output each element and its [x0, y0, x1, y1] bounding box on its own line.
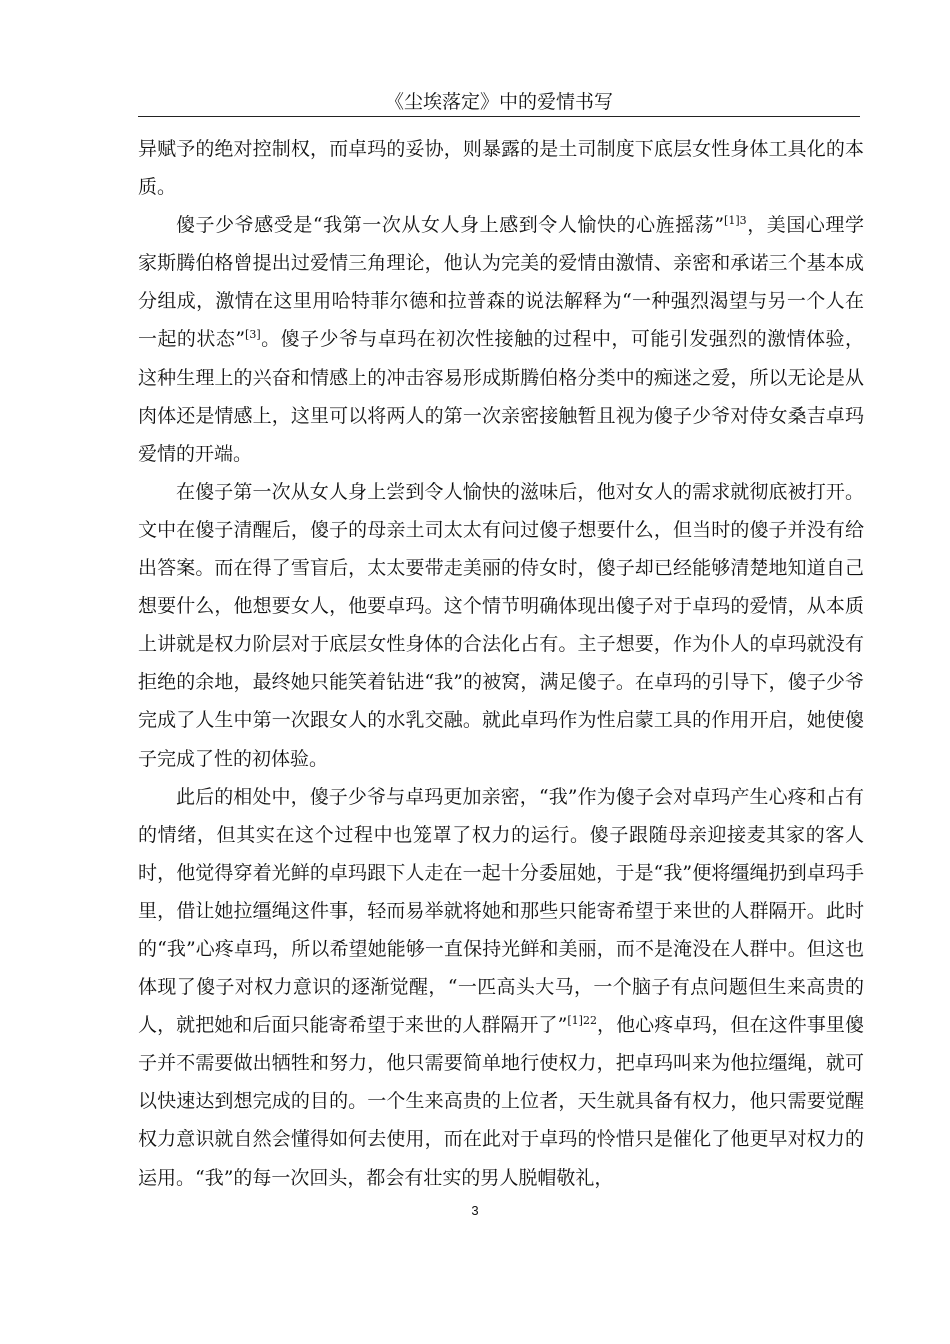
paragraph: [138, 206, 864, 473]
footnote-ref: [1]22: [567, 1014, 597, 1028]
footnote-ref: [1]3: [724, 214, 747, 228]
running-header-title: 《尘埃落定》中的爱情书写: [384, 91, 613, 113]
text-segment: ，他心疼卓玛，但在这件事里傻子并不需要做出牺牲和努力，他只需要简单地行使权力，把卓玛叫来为他拉缰绳，就可以快速达到想完成的目的。一个生来高贵的上位者，天生就具备有权力，他只需要觉醒权力意识就自然会懂得如何去使用，而在此对于卓玛的怜惜只是催化了他更早对权力的运用。“我”的每一次回头，都会有壮实的男人脱帽敬礼，: [138, 1014, 864, 1189]
text-segment: 。傻子少爷与卓玛在初次性接触的过程中，可能引发强烈的激情体验，这种生理上的兴奋和情感上的冲击容易形成斯腾伯格分类中的痴迷之爱，所以无论是从肉体还是情感上，这里可以将两人的第一次亲密接触暂且视为傻子少爷对侍女桑吉卓玛爱情的开端。: [138, 328, 864, 465]
footnote-ref: [3]: [245, 328, 261, 342]
text-segment: 在傻子第一次从女人身上尝到令人愉快的滋味后，他对女人的需求就彻底被打开。文中在傻子清醒后，傻子的母亲土司太太有问过傻子想要什么，但当时的傻子并没有给出答案。而在得了雪盲后，太太要带走美丽的侍女时，傻子却已经能够清楚地知道自己想要什么，他想要女人，他要卓玛。这个情节明确体现出傻子对于卓玛的爱情，从本质上讲就是权力阶层对于底层女性身体的合法化占有。主子想要，作为仆人的卓玛就没有拒绝的余地，最终她只能笑着钻进“我”的被窝，满足傻子。在卓玛的引导下，傻子少爷完成了人生中第一次跟女人的水乳交融。就此卓玛作为性启蒙工具的作用开启，她使傻子完成了性的初体验。: [138, 480, 864, 770]
page-number: 3: [471, 1203, 479, 1218]
text-segment: ，美国心理学家斯腾伯格曾提出过爱情三角理论，他认为完美的爱情由激情、亲密和承诺三个基本成分组成，激情在这里用哈特菲尔德和拉普森的说法解释为“一种强烈渴望与另一个人在一起的状态”: [138, 214, 864, 351]
text-segment: 异赋予的绝对控制权，而卓玛的妥协，则暴露的是土司制度下底层女性身体工具化的本质。: [138, 138, 864, 199]
running-header: [138, 88, 860, 117]
paragraph: [138, 473, 864, 778]
text-segment: 此后的相处中，傻子少爷与卓玛更加亲密，“我”作为傻子会对卓玛产生心疼和占有的情绪，但其实在这个过程中也笼罩了权力的运行。傻子跟随母亲迎接麦其家的客人时，他觉得穿着光鲜的卓玛跟下人走在一起十分委屈她，于是“我”便将缰绳扔到卓玛手里，借让她拉缰绳这件事，轻而易举就将她和那些只能寄希望于来世的人群隔开。此时的“我”心疼卓玛，所以希望她能够一直保持光鲜和美丽，而不是淹没在人群中。但这也体现了傻子对权力意识的逐渐觉醒，“一匹高头大马，一个脑子有点问题但生来高贵的人，就把她和后面只能寄希望于来世的人群隔开了”: [138, 785, 864, 1037]
body-text: [138, 130, 864, 1197]
paragraph: [138, 778, 864, 1197]
text-segment: 傻子少爷感受是“我第一次从女人身上感到令人愉快的心旌摇荡”: [176, 214, 725, 237]
paragraph: [138, 130, 864, 206]
